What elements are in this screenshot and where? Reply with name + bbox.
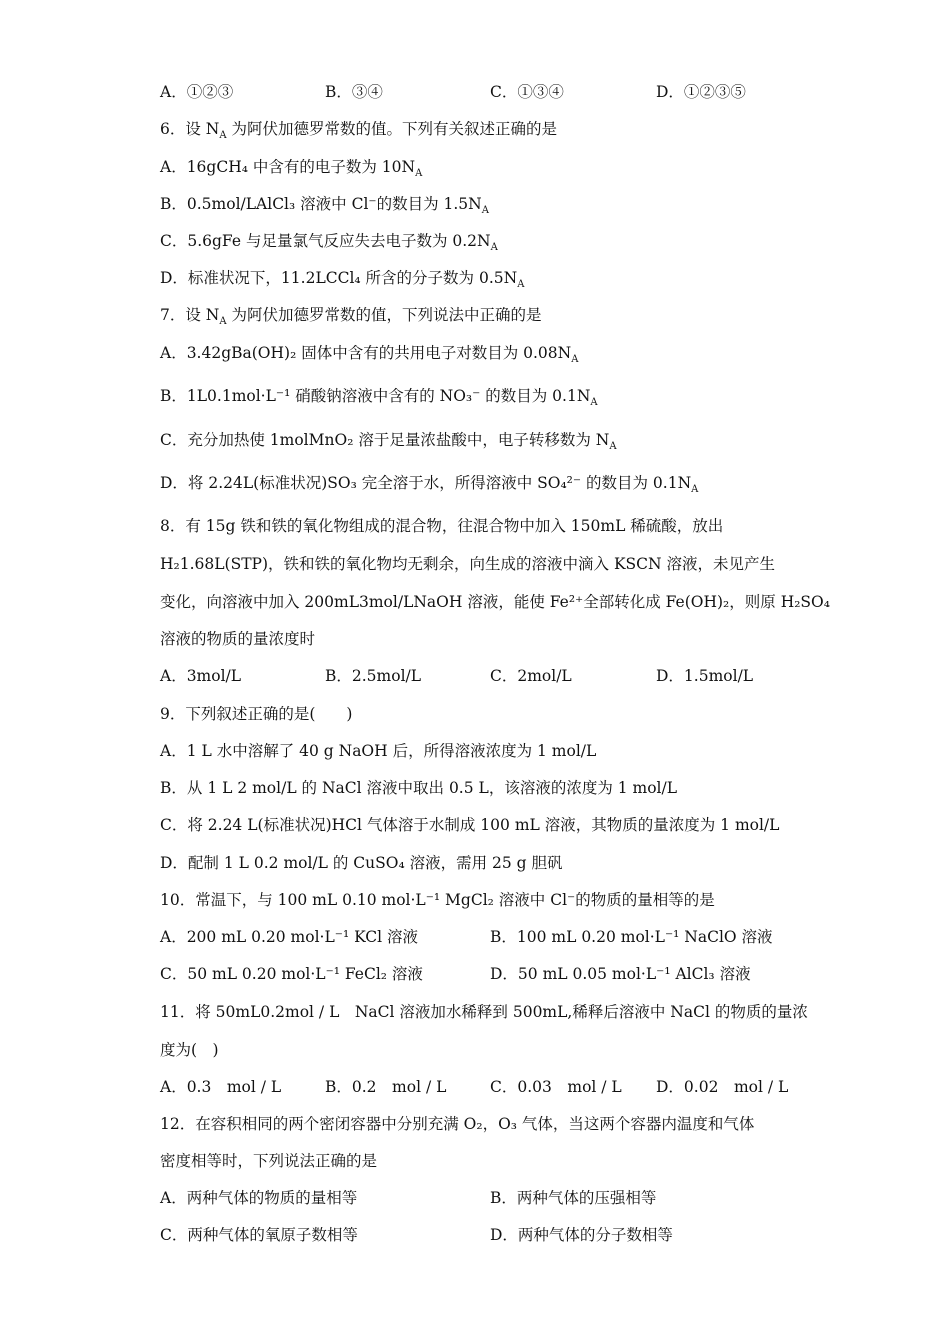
q8-option-a: A．3mol/L: [160, 667, 242, 685]
q10-option-d: D．50 mL 0.05 mol·L⁻¹ AlCl₃ 溶液: [490, 965, 751, 983]
q7-option-a: A．3.42gBa(OH)₂ 固体中含有的共用电子对数目为 $0.08N_A$: [160, 344, 579, 366]
q11-stem-line2: 度为( ): [160, 1041, 219, 1059]
q7-stem: 7．设 $N_A$ 为阿伏加德罗常数的值，下列说法中正确的是: [160, 306, 542, 328]
q7-option-d: D．将 2.24L(标准状况)SO₃ 完全溶于水，所得溶液中 SO₄²⁻ 的数目为 $0.1N_A$: [160, 474, 699, 496]
q11-option-a: A．0.3 mol / L: [160, 1078, 282, 1096]
q10-stem: 10．常温下，与 100 mL 0.10 mol·L⁻¹ MgCl₂ 溶液中 Cl⁻的物质的量相等的是: [160, 891, 715, 909]
q5-option-c: C．①③④: [490, 83, 564, 101]
q7-option-b: B．1L0.1mol·L⁻¹ 硝酸钠溶液中含有的 NO₃⁻ 的数目为 $0.1N_A$: [160, 387, 598, 409]
q11-option-b: B．0.2 mol / L: [325, 1078, 447, 1096]
q8-option-b: B．2.5mol/L: [325, 667, 422, 685]
q9-option-d: D．配制 1 L 0.2 mol/L 的 CuSO₄ 溶液，需用 25 g 胆矾: [160, 854, 563, 872]
q8-stem-line2: H₂1.68L(STP)，铁和铁的氧化物均无剩余，向生成的溶液中滴入 KSCN 溶液，未见产生: [160, 555, 775, 573]
q5-option-b: B．③④: [325, 83, 383, 101]
q11-option-d: D．0.02 mol / L: [656, 1078, 789, 1096]
q6-option-c: C．5.6gFe 与足量氯气反应失去电子数为 $0.2N_A$: [160, 232, 498, 254]
q5-option-d: D．①②③⑤: [656, 83, 746, 101]
q8-option-c: C．2mol/L: [490, 667, 572, 685]
q12-stem-line2: 密度相等时，下列说法正确的是: [160, 1152, 378, 1170]
q8-stem-line4: 溶液的物质的量浓度时: [160, 630, 316, 648]
q8-option-d: D．1.5mol/L: [656, 667, 754, 685]
q10-option-a: A．200 mL 0.20 mol·L⁻¹ KCl 溶液: [160, 928, 418, 946]
q12-stem-line1: 12．在容积相同的两个密闭容器中分别充满 O₂，O₃ 气体，当这两个容器内温度和气体: [160, 1115, 755, 1133]
q8-stem-line1: 8．有 15g 铁和铁的氧化物组成的混合物，往混合物中加入 150mL 稀硫酸，放出: [160, 517, 724, 535]
q11-option-c: C．0.03 mol / L: [490, 1078, 622, 1096]
q9-stem: 9．下列叙述正确的是( ): [160, 705, 353, 723]
q8-stem-line3: 变化，向溶液中加入 200mL3mol/LNaOH 溶液，能使 Fe²⁺全部转化成 Fe(OH)₂，则原 H₂SO₄: [160, 593, 830, 611]
q12-option-c: C．两种气体的氧原子数相等: [160, 1226, 358, 1244]
q12-option-b: B．两种气体的压强相等: [490, 1189, 657, 1207]
q12-option-a: A．两种气体的物质的量相等: [160, 1189, 358, 1207]
q9-option-a: A．1 L 水中溶解了 40 g NaOH 后，所得溶液浓度为 1 mol/L: [160, 742, 597, 760]
q9-option-b: B．从 1 L 2 mol/L 的 NaCl 溶液中取出 0.5 L，该溶液的浓度为 1 mol/L: [160, 779, 678, 797]
q6-option-a: A．16gCH₄ 中含有的电子数为 $10N_A$: [160, 158, 423, 180]
q11-stem-line1: 11．将 50mL0.2mol / L NaCl 溶液加水稀释到 500mL,稀释后溶液中 NaCl 的物质的量浓: [160, 1003, 808, 1021]
q6-option-b: B．0.5mol/LAlCl₃ 溶液中 Cl⁻的数目为 $1.5N_A$: [160, 195, 489, 217]
q10-option-b: B．100 mL 0.20 mol·L⁻¹ NaClO 溶液: [490, 928, 773, 946]
q7-option-c: C．充分加热使 1molMnO₂ 溶于足量浓盐酸中，电子转移数为 $N_A$: [160, 431, 617, 453]
q10-option-c: C．50 mL 0.20 mol·L⁻¹ FeCl₂ 溶液: [160, 965, 423, 983]
q5-option-a: A．①②③: [160, 83, 234, 101]
q6-option-d: D．标准状况下，11.2LCCl₄ 所含的分子数为 $0.5N_A$: [160, 269, 525, 291]
q12-option-d: D．两种气体的分子数相等: [490, 1226, 673, 1244]
q9-option-c: C．将 2.24 L(标准状况)HCl 气体溶于水制成 100 mL 溶液，其物质的量浓度为 1 mol/L: [160, 816, 780, 834]
q6-stem: 6．设 $N_A$ 为阿伏加德罗常数的值。下列有关叙述正确的是: [160, 120, 558, 142]
